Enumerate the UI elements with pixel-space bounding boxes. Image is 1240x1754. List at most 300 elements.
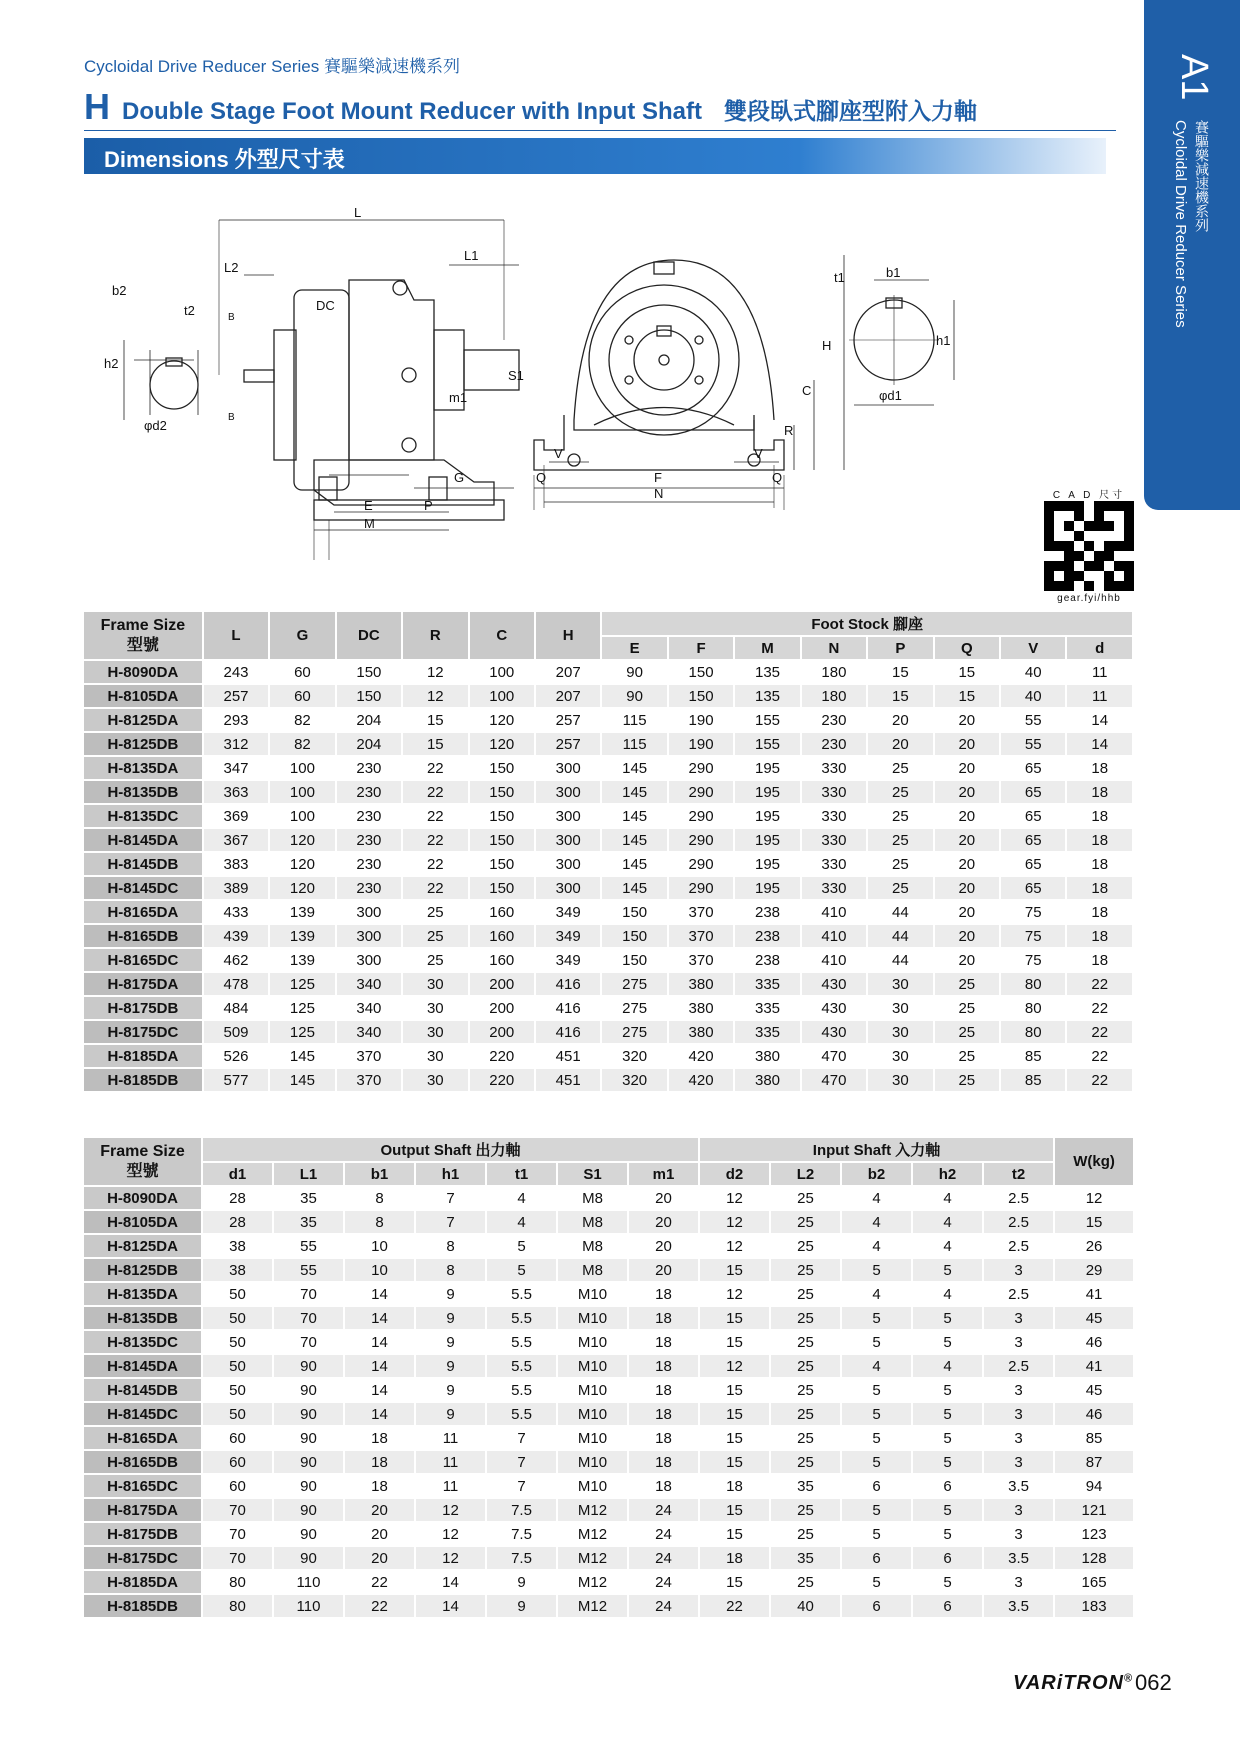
table-cell: 347 [203, 756, 269, 780]
table-cell: 20 [628, 1258, 699, 1282]
table-cell: 44 [867, 924, 933, 948]
table-cell: 150 [668, 684, 734, 708]
table-cell: 110 [273, 1570, 344, 1594]
table-cell: 190 [668, 708, 734, 732]
table-cell: 5 [912, 1402, 983, 1426]
table-cell: 150 [601, 900, 667, 924]
title-chinese: 雙段臥式腳座型附入力軸 [723, 98, 977, 124]
table-cell: 14 [415, 1570, 486, 1594]
chapter-code: A1 [1173, 54, 1215, 101]
table-cell: 2.5 [983, 1282, 1054, 1306]
table-cell: 335 [734, 996, 800, 1020]
table-cell: 85 [1000, 1044, 1066, 1068]
table-cell: 25 [770, 1306, 841, 1330]
table-cell: 9 [486, 1570, 557, 1594]
dim-label: b2 [112, 283, 127, 298]
table-cell: 55 [273, 1234, 344, 1258]
table-cell: 20 [867, 708, 933, 732]
table-cell: M12 [557, 1570, 628, 1594]
table-cell: 330 [801, 756, 867, 780]
table-cell: 20 [934, 732, 1000, 756]
table-cell: 25 [934, 1068, 1000, 1092]
col-header: DC [336, 612, 402, 660]
table-cell: 45 [1054, 1306, 1134, 1330]
table-cell: 15 [699, 1522, 770, 1546]
table-cell: 55 [1000, 708, 1066, 732]
table-cell: 6 [841, 1474, 912, 1498]
qr-code[interactable] [1044, 501, 1134, 591]
table-cell: 12 [699, 1234, 770, 1258]
table-cell: 335 [734, 1020, 800, 1044]
frame-size-cell: H-8135DA [84, 1282, 202, 1306]
section-title: Dimensions 外型尺寸表 [104, 147, 345, 172]
table-cell: 100 [469, 660, 535, 684]
dim-label: h2 [104, 356, 119, 371]
table-cell: 20 [934, 876, 1000, 900]
weight-header: W(kg) [1054, 1138, 1134, 1186]
table-cell: 18 [1066, 780, 1133, 804]
table-cell: 30 [867, 1044, 933, 1068]
table-cell: 380 [668, 1020, 734, 1044]
table-row [84, 1330, 1134, 1354]
table-cell: 145 [601, 876, 667, 900]
table-cell: 150 [601, 924, 667, 948]
table-cell: 25 [867, 852, 933, 876]
table-cell: 150 [469, 756, 535, 780]
table-cell: 9 [486, 1594, 557, 1618]
col-header: C [469, 612, 535, 660]
table-row [84, 732, 1133, 756]
table-cell: 90 [273, 1354, 344, 1378]
table-cell: 462 [203, 948, 269, 972]
table-cell: 5 [841, 1306, 912, 1330]
table-cell: 85 [1054, 1426, 1134, 1450]
table-cell: 5 [841, 1426, 912, 1450]
table-cell: 139 [269, 948, 335, 972]
table-cell: 190 [668, 732, 734, 756]
table-row [84, 1020, 1133, 1044]
table-cell: 10 [344, 1234, 415, 1258]
table-cell: 5 [841, 1498, 912, 1522]
col-header: E [601, 636, 667, 660]
table-cell: 5 [912, 1522, 983, 1546]
table-cell: 5.5 [486, 1402, 557, 1426]
table-cell: 145 [601, 852, 667, 876]
table-cell: 150 [469, 852, 535, 876]
frame-size-cell: H-8175DC [84, 1020, 203, 1044]
table-cell: 7 [486, 1450, 557, 1474]
table-cell: 28 [202, 1186, 273, 1210]
table-cell: 478 [203, 972, 269, 996]
table-cell: 20 [628, 1210, 699, 1234]
table-cell: 6 [912, 1546, 983, 1570]
table-cell: 30 [867, 1068, 933, 1092]
table-cell: 204 [336, 732, 402, 756]
table-cell: 38 [202, 1234, 273, 1258]
table-cell: 5 [912, 1378, 983, 1402]
page-number: 062 [1135, 1670, 1172, 1695]
chapter-series-chinese: 賽驅樂減速機系列 [1194, 120, 1210, 232]
table-cell: 24 [628, 1522, 699, 1546]
dim-label: G [454, 470, 465, 485]
table-cell: 8 [415, 1258, 486, 1282]
table-cell: 25 [867, 804, 933, 828]
table-cell: 330 [801, 852, 867, 876]
table-cell: 416 [535, 972, 601, 996]
table-cell: 5 [841, 1330, 912, 1354]
table-cell: 28 [202, 1210, 273, 1234]
table-cell: 25 [934, 1044, 1000, 1068]
table-cell: 389 [203, 876, 269, 900]
table-cell: 145 [601, 804, 667, 828]
table-row [84, 1306, 1134, 1330]
table-cell: 20 [934, 924, 1000, 948]
table-cell: 90 [273, 1402, 344, 1426]
table-cell: 22 [1066, 1044, 1133, 1068]
table-cell: 335 [734, 972, 800, 996]
col-header: V [1000, 636, 1066, 660]
frame-size-cell: H-8165DA [84, 900, 203, 924]
table-cell: 150 [469, 804, 535, 828]
table-cell: 416 [535, 996, 601, 1020]
table-cell: 410 [801, 924, 867, 948]
table-cell: 150 [469, 780, 535, 804]
dim-label: C [802, 383, 812, 398]
table-cell: 11 [415, 1474, 486, 1498]
table-cell: 577 [203, 1068, 269, 1092]
table-cell: 10 [344, 1258, 415, 1282]
table-row [84, 1498, 1134, 1522]
table-cell: 60 [269, 684, 335, 708]
table-cell: 100 [269, 756, 335, 780]
table-cell: 25 [867, 756, 933, 780]
dim-label: L2 [224, 260, 239, 275]
table-cell: 90 [273, 1498, 344, 1522]
table-cell: 70 [202, 1546, 273, 1570]
table-cell: 18 [1066, 924, 1133, 948]
table-cell: 15 [867, 660, 933, 684]
table-cell: 257 [535, 708, 601, 732]
table-cell: 330 [801, 804, 867, 828]
table-cell: 145 [601, 828, 667, 852]
table-cell: 40 [770, 1594, 841, 1618]
dim-label: t1 [834, 270, 845, 285]
table-row [84, 876, 1133, 900]
table-cell: 7 [486, 1426, 557, 1450]
table-cell: M10 [557, 1306, 628, 1330]
table-cell: 145 [269, 1044, 335, 1068]
table-cell: 25 [934, 996, 1000, 1020]
table-cell: 80 [1000, 1020, 1066, 1044]
table-cell: 370 [336, 1068, 402, 1092]
table-cell: 290 [668, 876, 734, 900]
table-cell: 15 [699, 1306, 770, 1330]
frame-size-cell: H-8175DA [84, 1498, 202, 1522]
brand-logo: VARiTRON® [1013, 1672, 1134, 1694]
table-cell: 128 [1054, 1546, 1134, 1570]
table-cell: 25 [402, 900, 468, 924]
table-cell: 135 [734, 660, 800, 684]
foot-stock-header: Foot Stock 腳座 [601, 612, 1133, 636]
table-cell: M10 [557, 1354, 628, 1378]
table-cell: 55 [273, 1258, 344, 1282]
table-cell: 257 [535, 732, 601, 756]
table-row [84, 972, 1133, 996]
table-cell: 4 [486, 1186, 557, 1210]
table-cell: 50 [202, 1378, 273, 1402]
table-cell: 18 [699, 1546, 770, 1570]
frame-size-cell: H-8145DB [84, 1378, 202, 1402]
frame-size-cell: H-8175DC [84, 1546, 202, 1570]
table-row [84, 708, 1133, 732]
table-cell: 125 [269, 972, 335, 996]
table-cell: 25 [770, 1210, 841, 1234]
table-cell: 416 [535, 1020, 601, 1044]
table-cell: 2.5 [983, 1210, 1054, 1234]
table-cell: 195 [734, 876, 800, 900]
table-cell: 420 [668, 1068, 734, 1092]
table-row [84, 660, 1133, 684]
table-cell: M10 [557, 1426, 628, 1450]
table-cell: 40 [1000, 684, 1066, 708]
table-cell: 5 [912, 1570, 983, 1594]
table-cell: 451 [535, 1044, 601, 1068]
dim-label: F [654, 470, 662, 485]
table-cell: 290 [668, 828, 734, 852]
frame-size-cell: H-8105DA [84, 1210, 202, 1234]
table-cell: 60 [202, 1426, 273, 1450]
table-cell: 207 [535, 660, 601, 684]
table-cell: 22 [402, 828, 468, 852]
table-cell: 6 [841, 1546, 912, 1570]
frame-size-cell: H-8135DC [84, 1330, 202, 1354]
table-cell: 22 [402, 876, 468, 900]
table-cell: 12 [699, 1282, 770, 1306]
table-cell: 2.5 [983, 1186, 1054, 1210]
cad-qr-block [1044, 486, 1134, 604]
col-header: b1 [344, 1162, 415, 1186]
table-cell: 30 [402, 1044, 468, 1068]
table-cell: 29 [1054, 1258, 1134, 1282]
dim-label: B [228, 412, 235, 423]
table-cell: 100 [469, 684, 535, 708]
table-cell: 22 [402, 780, 468, 804]
table-cell: 290 [668, 756, 734, 780]
table-cell: 65 [1000, 876, 1066, 900]
table-cell: 20 [934, 948, 1000, 972]
table-cell: 439 [203, 924, 269, 948]
table-cell: 35 [273, 1186, 344, 1210]
table-cell: 5.5 [486, 1306, 557, 1330]
table-cell: 349 [535, 924, 601, 948]
table-row [84, 1282, 1134, 1306]
table-cell: 3.5 [983, 1474, 1054, 1498]
table-cell: 20 [934, 780, 1000, 804]
dim-label: φd2 [144, 418, 167, 433]
table-cell: 369 [203, 804, 269, 828]
frame-size-cell: H-8185DB [84, 1594, 202, 1618]
frame-size-cell: H-8185DB [84, 1068, 203, 1092]
table-cell: 15 [699, 1570, 770, 1594]
table-cell: 14 [1066, 708, 1133, 732]
table-cell: 125 [269, 1020, 335, 1044]
table-cell: 18 [1066, 804, 1133, 828]
frame-size-header: Frame Size 型號 [84, 612, 203, 660]
table-cell: 75 [1000, 948, 1066, 972]
table-row [84, 1354, 1134, 1378]
col-header: N [801, 636, 867, 660]
shaft-table [84, 1138, 1135, 1619]
table-cell: 18 [628, 1282, 699, 1306]
table-cell: 22 [344, 1570, 415, 1594]
table-cell: 183 [1054, 1594, 1134, 1618]
dim-label: H [822, 338, 832, 353]
frame-size-cell: H-8125DA [84, 1234, 202, 1258]
table-cell: 18 [1066, 876, 1133, 900]
qr-url: gear.fyi/hhb [1057, 593, 1121, 604]
table-cell: 25 [867, 780, 933, 804]
table-cell: 230 [336, 780, 402, 804]
table-cell: 85 [1000, 1068, 1066, 1092]
table-cell: 340 [336, 996, 402, 1020]
table-cell: 3 [983, 1402, 1054, 1426]
table-cell: 243 [203, 660, 269, 684]
table-cell: 195 [734, 756, 800, 780]
table-cell: 238 [734, 900, 800, 924]
table-cell: 35 [770, 1474, 841, 1498]
table-cell: 35 [770, 1546, 841, 1570]
table-cell: 125 [269, 996, 335, 1020]
col-header: H [535, 612, 601, 660]
table-cell: 526 [203, 1044, 269, 1068]
table-cell: 90 [273, 1474, 344, 1498]
table-cell: 80 [1000, 996, 1066, 1020]
table-cell: 230 [336, 756, 402, 780]
table-cell: 3 [983, 1306, 1054, 1330]
table-cell: 80 [1000, 972, 1066, 996]
table-cell: 18 [628, 1474, 699, 1498]
table-cell: 195 [734, 828, 800, 852]
table-cell: 320 [601, 1068, 667, 1092]
table-cell: 484 [203, 996, 269, 1020]
table-cell: 150 [469, 876, 535, 900]
table-cell: 9 [415, 1378, 486, 1402]
table-cell: 5 [912, 1258, 983, 1282]
table-cell: 300 [535, 852, 601, 876]
table-cell: 18 [1066, 756, 1133, 780]
table-cell: 70 [273, 1282, 344, 1306]
table-cell: 22 [402, 804, 468, 828]
table-cell: 300 [336, 948, 402, 972]
frame-size-cell: H-8135DA [84, 756, 203, 780]
table-row [84, 1402, 1134, 1426]
col-header: G [269, 612, 335, 660]
table-cell: 4 [912, 1210, 983, 1234]
table-cell: 20 [867, 732, 933, 756]
table-cell: 22 [1066, 972, 1133, 996]
table-cell: 5 [912, 1450, 983, 1474]
table-cell: 22 [1066, 1020, 1133, 1044]
table-cell: 11 [415, 1450, 486, 1474]
chapter-tab [1144, 0, 1240, 510]
table-cell: 230 [336, 852, 402, 876]
table-cell: 14 [344, 1378, 415, 1402]
table-cell: 75 [1000, 924, 1066, 948]
table-cell: 5 [912, 1330, 983, 1354]
table-cell: 15 [699, 1402, 770, 1426]
table-cell: 238 [734, 948, 800, 972]
table-row [84, 948, 1133, 972]
table-row [84, 1426, 1134, 1450]
table-cell: 4 [841, 1234, 912, 1258]
dim-label: B [228, 312, 235, 323]
table-cell: 155 [734, 708, 800, 732]
table-cell: 300 [535, 804, 601, 828]
table-cell: 20 [344, 1522, 415, 1546]
table-cell: 7.5 [486, 1498, 557, 1522]
table-cell: 230 [801, 732, 867, 756]
frame-size-cell: H-8145DC [84, 876, 203, 900]
table-cell: 3.5 [983, 1546, 1054, 1570]
table-cell: 4 [841, 1282, 912, 1306]
table-cell: 160 [469, 948, 535, 972]
table-cell: 18 [628, 1354, 699, 1378]
table-cell: 75 [1000, 900, 1066, 924]
table-cell: 20 [344, 1546, 415, 1570]
table-cell: 5 [841, 1378, 912, 1402]
table-cell: 320 [601, 1044, 667, 1068]
table-cell: 312 [203, 732, 269, 756]
table-cell: M12 [557, 1498, 628, 1522]
table-cell: M8 [557, 1210, 628, 1234]
table-cell: 120 [469, 732, 535, 756]
col-header: P [867, 636, 933, 660]
table-cell: 275 [601, 996, 667, 1020]
table-cell: 70 [202, 1498, 273, 1522]
table-cell: 3 [983, 1426, 1054, 1450]
table-cell: 60 [202, 1474, 273, 1498]
table-cell: 139 [269, 924, 335, 948]
table-cell: 330 [801, 780, 867, 804]
table-cell: 2.5 [983, 1234, 1054, 1258]
table-cell: 38 [202, 1258, 273, 1282]
frame-size-cell: H-8165DA [84, 1426, 202, 1450]
table-cell: 145 [269, 1068, 335, 1092]
table-cell: 8 [344, 1210, 415, 1234]
table-cell: 65 [1000, 804, 1066, 828]
table-cell: 46 [1054, 1330, 1134, 1354]
table-cell: 207 [535, 684, 601, 708]
table-cell: 150 [336, 684, 402, 708]
table-cell: 290 [668, 804, 734, 828]
table-cell: 195 [734, 804, 800, 828]
table-cell: 275 [601, 1020, 667, 1044]
table-cell: 12 [1054, 1186, 1134, 1210]
table-row [84, 1546, 1134, 1570]
frame-size-cell: H-8165DB [84, 924, 203, 948]
frame-size-cell: H-8175DA [84, 972, 203, 996]
table-cell: 4 [912, 1234, 983, 1258]
table-cell: 195 [734, 852, 800, 876]
frame-size-cell: H-8165DB [84, 1450, 202, 1474]
table-cell: 3 [983, 1258, 1054, 1282]
table-cell: 380 [668, 996, 734, 1020]
table-cell: 380 [668, 972, 734, 996]
table-cell: 15 [699, 1498, 770, 1522]
table-cell: 18 [1066, 852, 1133, 876]
table-cell: 7 [415, 1186, 486, 1210]
table-cell: 25 [770, 1282, 841, 1306]
